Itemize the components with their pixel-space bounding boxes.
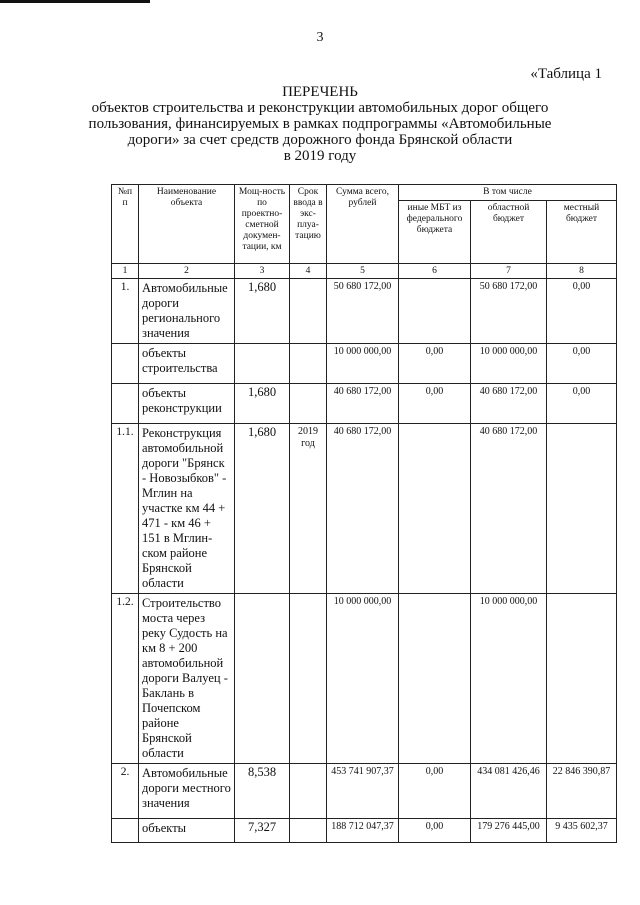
heading-line-3: дороги» за счет средств дорожного фонда Брянской области — [127, 132, 513, 148]
cell-regional: 10 000 000,00 — [471, 594, 547, 764]
column-number: 4 — [290, 264, 327, 279]
cell-no: 2. — [112, 764, 139, 819]
cell-total: 40 680 172,00 — [327, 384, 399, 424]
cell-capacity — [235, 344, 290, 384]
cell-no — [112, 819, 139, 843]
cell-term — [290, 764, 327, 819]
cell-capacity — [235, 594, 290, 764]
cell-regional: 40 680 172,00 — [471, 384, 547, 424]
header-row-1 — [112, 185, 617, 201]
column-number: 8 — [547, 264, 617, 279]
cell-capacity: 8,538 — [235, 764, 290, 819]
table-row — [112, 344, 617, 384]
table-row — [112, 594, 617, 764]
cell-no — [112, 384, 139, 424]
cell-name: Автомобильные дороги регионального значения — [139, 279, 235, 344]
cell-name: Реконструкция автомобильной дороги "Брянск - Новозыбков" - Мглин на участке км 44 + 471 - км 46 + 151 в Мглин-ском районе Брянской области — [139, 424, 235, 594]
cell-regional: 10 000 000,00 — [471, 344, 547, 384]
header-including: В том числе — [399, 185, 617, 201]
cell-local: 0,00 — [547, 384, 617, 424]
cell-no: 1.2. — [112, 594, 139, 764]
cell-term: 2019 год — [290, 424, 327, 594]
cell-regional: 40 680 172,00 — [471, 424, 547, 594]
cell-total: 50 680 172,00 — [327, 279, 399, 344]
heading-line-2: пользования, финансируемых в рамках подпрограммы «Автомобильные — [88, 116, 552, 132]
header-term: Срок ввода в экс-плуа-тацию — [290, 185, 327, 264]
cell-local: 0,00 — [547, 279, 617, 344]
cell-name: объекты строительства — [139, 344, 235, 384]
top-rule — [0, 0, 150, 3]
cell-regional: 50 680 172,00 — [471, 279, 547, 344]
cell-term — [290, 279, 327, 344]
page-number: 3 — [316, 30, 324, 45]
heading-line-1: объектов строительства и реконструкции автомобильных дорог общего — [91, 100, 549, 116]
cell-no: 1. — [112, 279, 139, 344]
table-label: «Таблица 1 — [530, 66, 602, 82]
cell-regional: 179 276 445,00 — [471, 819, 547, 843]
cell-mbt — [399, 424, 471, 594]
column-number: 1 — [112, 264, 139, 279]
objects-table — [111, 184, 617, 843]
cell-mbt: 0,00 — [399, 344, 471, 384]
cell-capacity: 7,327 — [235, 819, 290, 843]
cell-capacity: 1,680 — [235, 384, 290, 424]
cell-local: 0,00 — [547, 344, 617, 384]
cell-capacity: 1,680 — [235, 424, 290, 594]
header-capacity: Мощ-ность по проектно-сметной докумен-тации, км — [235, 185, 290, 264]
heading-line-4: в 2019 году — [283, 148, 357, 164]
cell-capacity: 1,680 — [235, 279, 290, 344]
cell-mbt — [399, 279, 471, 344]
heading-title: ПЕРЕЧЕНЬ — [282, 84, 358, 100]
cell-regional: 434 081 426,46 — [471, 764, 547, 819]
header-no: №п п — [112, 185, 139, 264]
document-heading — [80, 84, 560, 164]
cell-mbt: 0,00 — [399, 384, 471, 424]
cell-name: объекты — [139, 819, 235, 843]
cell-name: объекты реконструкции — [139, 384, 235, 424]
cell-term — [290, 344, 327, 384]
table-row — [112, 819, 617, 843]
cell-total: 10 000 000,00 — [327, 344, 399, 384]
cell-mbt — [399, 594, 471, 764]
cell-name: Строительство моста через реку Судость на км 8 + 200 автомобильной дороги Валуец - Баклань в Почепском районе Брянской области — [139, 594, 235, 764]
cell-total: 10 000 000,00 — [327, 594, 399, 764]
header-regional: областной бюджет — [471, 201, 547, 264]
column-number: 6 — [399, 264, 471, 279]
cell-total: 453 741 907,37 — [327, 764, 399, 819]
table-row — [112, 764, 617, 819]
header-mbt: иные МБТ из федерального бюджета — [399, 201, 471, 264]
column-number: 7 — [471, 264, 547, 279]
cell-local — [547, 594, 617, 764]
header-local: местный бюджет — [547, 201, 617, 264]
cell-term — [290, 384, 327, 424]
header-name: Наименование объекта — [139, 185, 235, 264]
cell-local: 9 435 602,37 — [547, 819, 617, 843]
table-row — [112, 424, 617, 594]
cell-no: 1.1. — [112, 424, 139, 594]
cell-term — [290, 819, 327, 843]
column-number: 2 — [139, 264, 235, 279]
table-row — [112, 279, 617, 344]
column-number: 5 — [327, 264, 399, 279]
cell-total: 188 712 047,37 — [327, 819, 399, 843]
column-number: 3 — [235, 264, 290, 279]
cell-name: Автомобильные дороги местного значения — [139, 764, 235, 819]
cell-mbt: 0,00 — [399, 764, 471, 819]
header-total: Сумма всего, рублей — [327, 185, 399, 264]
cell-mbt: 0,00 — [399, 819, 471, 843]
cell-total: 40 680 172,00 — [327, 424, 399, 594]
cell-term — [290, 594, 327, 764]
table-row — [112, 384, 617, 424]
cell-local — [547, 424, 617, 594]
cell-no — [112, 344, 139, 384]
cell-local: 22 846 390,87 — [547, 764, 617, 819]
column-numbers-row — [112, 264, 617, 279]
